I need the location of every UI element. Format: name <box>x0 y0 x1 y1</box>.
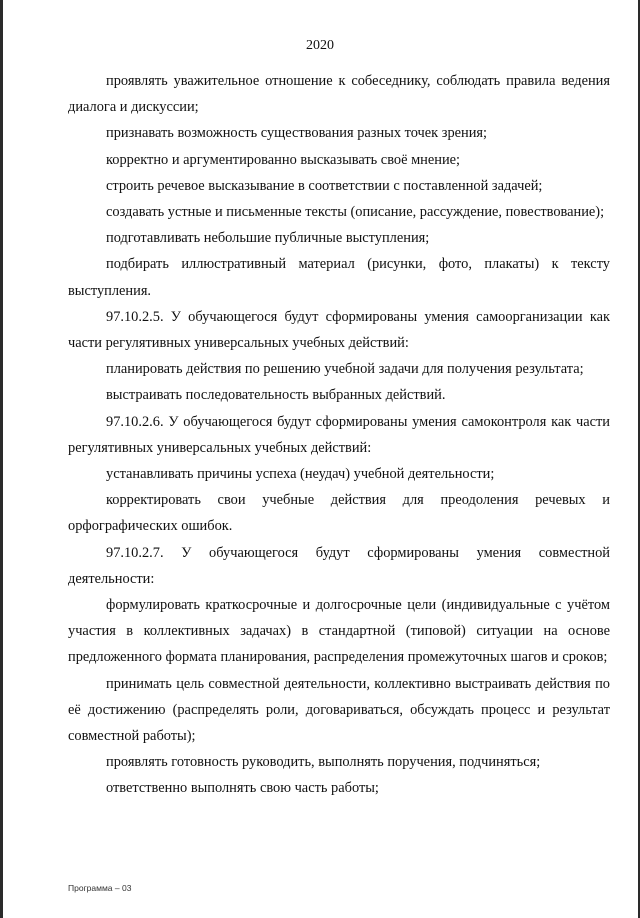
paragraph: формулировать краткосрочные и долгосрочные цели (индивидуальные с учётом участия в коллективных задачах) в стандартной (типовой) ситуации на основе предложенного формата планирования, распределения промежуточных шагов и сроков; <box>68 597 610 666</box>
paragraph: ответственно выполнять свою часть работы; <box>106 780 379 797</box>
paragraph: подготавливать небольшие публичные выступления; <box>106 230 430 247</box>
document-body <box>68 68 610 802</box>
paragraph: выстраивать последовательность выбранных действий. <box>106 387 446 404</box>
paragraph: подбирать иллюстративный материал (рисунки, фото, плакаты) к тексту выступления. <box>68 256 610 299</box>
paragraph: корректировать свои учебные действия для преодоления речевых и орфографических ошибок. <box>68 492 610 535</box>
paragraph: проявлять уважительное отношение к собеседнику, соблюдать правила ведения диалога и дискуссии; <box>68 73 610 116</box>
paragraph: создавать устные и письменные тексты (описание, рассуждение, повествование); <box>106 204 605 221</box>
paragraph: проявлять готовность руководить, выполнять поручения, подчиняться; <box>106 754 541 771</box>
page-edge-left <box>0 0 3 918</box>
paragraph: принимать цель совместной деятельности, коллективно выстраивать действия по её достижению (распределять роли, договариваться, обсуждать процесс и результат совместной работы); <box>68 675 610 745</box>
section-heading-paragraph: 97.10.2.5. У обучающегося будут сформированы умения самоорганизации как части регулятивных универсальных учебных действий: <box>68 308 610 352</box>
paragraph: корректно и аргументированно высказывать своё мнение; <box>106 151 461 168</box>
page-number: 2020 <box>306 38 334 53</box>
section-heading-paragraph: 97.10.2.7. У обучающегося будут сформированы умения совместной деятельности: <box>68 544 610 587</box>
paragraph: строить речевое высказывание в соответствии с поставленной задачей; <box>106 177 543 194</box>
paragraph: устанавливать причины успеха (неудач) учебной деятельности; <box>106 466 495 483</box>
section-heading-paragraph: 97.10.2.6. У обучающегося будут сформированы умения самоконтроля как части регулятивных универсальных учебных действий: <box>68 413 610 456</box>
paragraph: планировать действия по решению учебной задачи для получения результата; <box>106 361 584 378</box>
paragraph: признавать возможность существования разных точек зрения; <box>106 125 488 142</box>
page-footer: Программа – 03 <box>68 883 132 893</box>
